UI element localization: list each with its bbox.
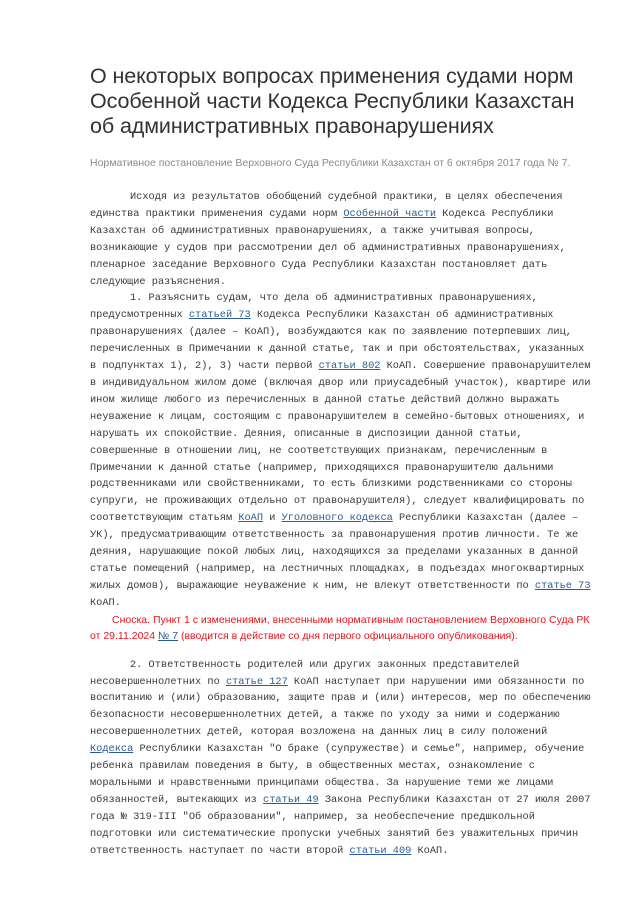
paragraph-text: 1. Разъяснить судам, что дела об административных правонарушениях, предусмотренных (90, 292, 538, 322)
paragraph (90, 189, 594, 290)
paragraph-text: КоАП. (90, 596, 121, 609)
paragraphs-group-2 (90, 657, 594, 860)
paragraph-text: КоАП. (411, 844, 449, 857)
document-body (90, 189, 594, 860)
footnote-text: Сноска. Пункт 1 с изменениями, внесенными нормативным постановлением Верховного Суда РК от 29.11.2024 (90, 613, 590, 642)
footnote (90, 612, 594, 644)
document-subtitle: Нормативное постановление Верховного Суда Республики Казахстан от 6 октября 2017 года № 7. (90, 157, 571, 169)
document-link[interactable]: КоАП (238, 512, 264, 525)
document-title: О некоторых вопросах применения судами норм Особенной части Кодекса Республики Казахстан об административных правонарушениях (90, 64, 575, 138)
paragraph-text: и (263, 512, 282, 525)
paragraph-text: КоАП. Совершение правонарушителем в индивидуальном жилом доме (включая двор или приусадебный участок), квартире или ином жилище любого из перечисленных в данной статье действий должно выражать неуважение к лицам, состоящим с правонарушителем в семейно-бытовых отношениях, и нарушать их спокойствие. Деяния, описанные в диспозиции данной статьи, совершенные в отношении лиц, не соответствующих признакам, перечисленным в Примечании к данной статье (например, приходящихся правонарушителю дальними родственниками или свойственниками, то есть близкими родственниками со стороны супруги, не проживающих отдельно от правонарушителя), следует квалифицировать по соответствующим статьям (90, 360, 591, 525)
document-link[interactable]: Кодекса (90, 743, 134, 756)
paragraph (90, 657, 594, 860)
paragraph-text: Закона Республики Казахстан от 27 июля 2007 года № 319-III "Об образовании", например, за необеспечение предшкольной подготовки или систематические пропуски учебных занятий без уважительных причин ответственность наступает по части второй (90, 793, 591, 857)
document-link[interactable]: статьи 409 (349, 844, 412, 857)
paragraph (90, 290, 594, 611)
paragraph-text: Кодекса Республики Казахстан об административных правонарушениях (далее – КоАП), возбуждаются как по заявлению потерпевших лиц, перечисленных в Примечании к данной статье, так и при обстоятельствах, указанных в подпунктах 1), 2), 3) части первой (90, 309, 585, 373)
document-link[interactable]: Особенной части (343, 207, 437, 220)
paragraph-text: Исходя из результатов обобщений судебной практики, в целях обеспечения единства практики применения судами норм (90, 191, 563, 220)
footnote-link[interactable]: № 7 (158, 629, 179, 642)
document (90, 64, 594, 860)
paragraph-text: Кодекса Республики Казахстан об административных правонарушениях, а также учитывая вопросы, возникающие у судов при рассмотрении дел об административных правонарушениях, пленарное заседание Верховного Суда Республики Казахстан постановляет дать следующие разъяснения. (90, 207, 566, 288)
paragraph-text: КоАП наступает при нарушении ими обязанности по воспитанию и (или) образованию, защите прав и (или) интересов, мер по обеспечению безопасности несовершеннолетних детей, а также по уходу за ними и содержанию несовершеннолетних детей, которая возложена на данных лиц в силу положений (90, 675, 591, 739)
paragraphs-group-1 (90, 189, 594, 612)
document-link[interactable]: статьей 73 (188, 309, 251, 322)
footnote-text-end: (вводится в действие со дня первого официального опубликования). (178, 629, 518, 642)
document-link[interactable]: Уголовного кодекса (281, 512, 393, 525)
spacer (90, 644, 594, 657)
paragraph-text: Республики Казахстан (далее – УК), предусматривающим ответственность за правонарушения против личности. Те же деяния, нарушающие покой любых лиц, находящихся за пределами указанных в данной статье помещений (например, на лестничных площадках, в подъездах многоквартирных жилых домов), выражающие неуважение к ним, не влекут ответственности по (90, 512, 585, 592)
paragraph-text: Республики Казахстан "О браке (супружестве) и семье", например, обучение ребенка правилам поведения в быту, в общественных местах, ознакомление с моральными и нравственными принципами общества. За нарушение теми же лицами обязанностей, вытекающих из (90, 743, 585, 806)
paragraph-text: 2. Ответственность родителей или других законных представителей несовершеннолетних по (90, 658, 520, 688)
document-link[interactable]: статье 127 (225, 675, 288, 688)
document-link[interactable]: статьи 802 (318, 360, 381, 373)
document-link[interactable]: статьи 49 (263, 793, 319, 806)
document-link[interactable]: статье 73 (534, 579, 591, 592)
